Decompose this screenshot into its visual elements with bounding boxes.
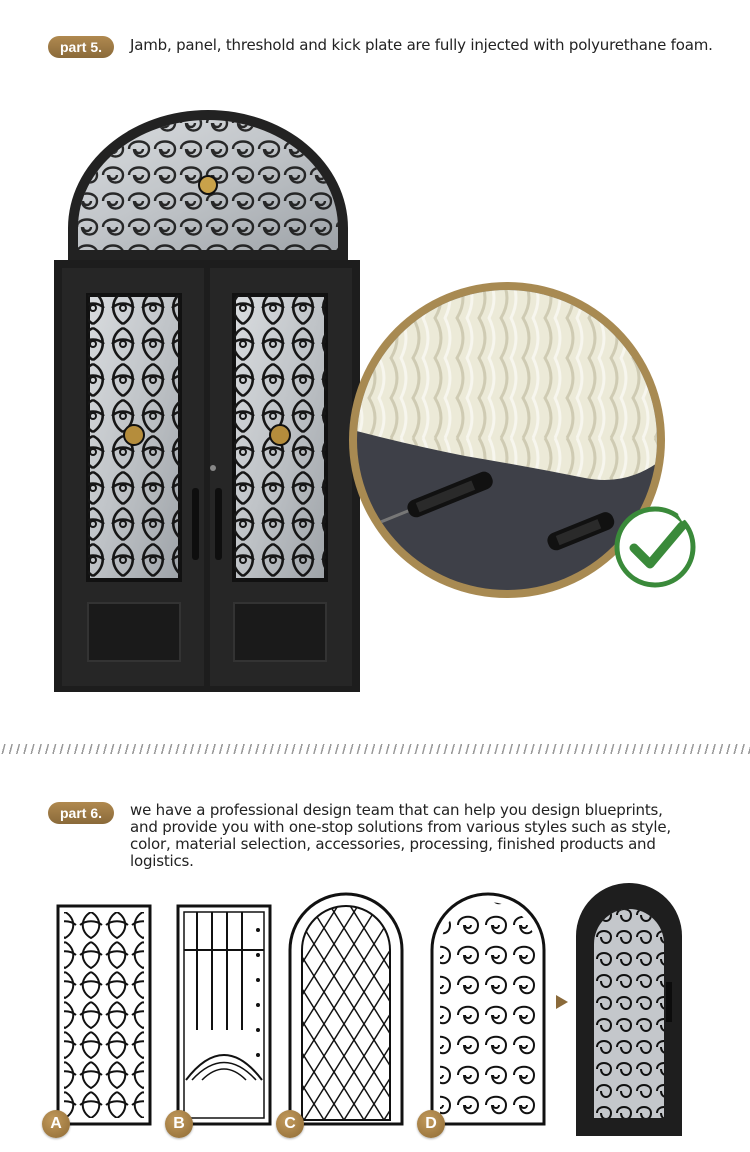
design-d-label: D (417, 1110, 445, 1138)
design-drawing-c (284, 880, 408, 1135)
design-drawing-b (172, 880, 276, 1135)
part6-badge: part 6. (48, 802, 114, 824)
part6-description: we have a professional design team that can help you design blueprints, and provide you with one-stop solutions from various styles such as style, color, material selection, accessories, processing, finished products and logistics. (130, 801, 671, 870)
design-a-label: A (42, 1110, 70, 1138)
part5-header (48, 36, 713, 58)
design-c-label: C (276, 1110, 304, 1138)
design-b-label: B (165, 1110, 193, 1138)
arrow-right-icon (556, 995, 568, 1009)
part6-header (48, 802, 690, 870)
check-mark-icon (610, 504, 704, 595)
finished-door-photo (574, 882, 684, 1143)
part5-badge: part 5. (48, 36, 114, 58)
part5-description: Jamb, panel, threshold and kick plate are fully injected with polyurethane foam. (130, 36, 713, 54)
design-drawing-d (426, 880, 550, 1135)
design-drawing-a (52, 880, 156, 1135)
section-divider (0, 744, 750, 754)
iron-double-door-image (48, 110, 368, 700)
